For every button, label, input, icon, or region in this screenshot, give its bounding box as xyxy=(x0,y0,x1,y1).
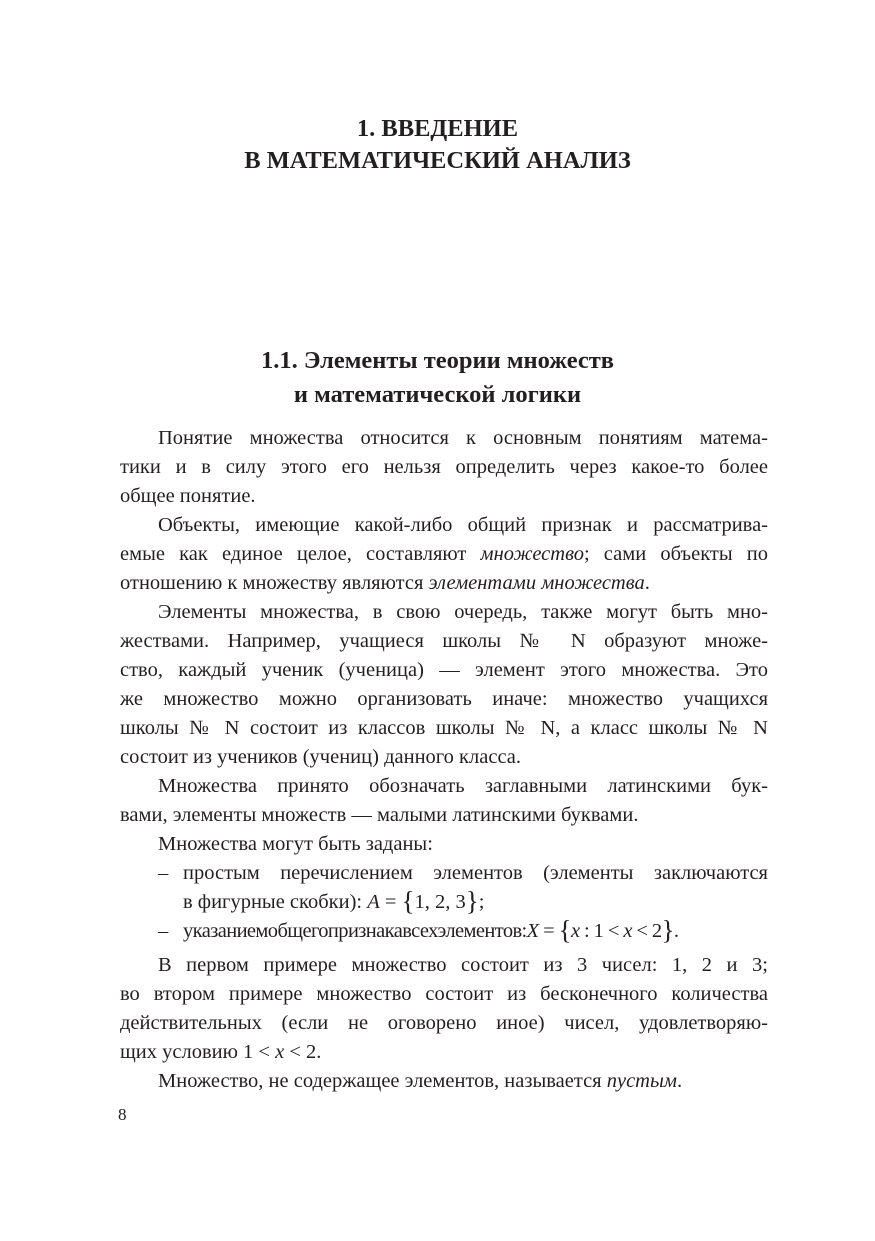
section-title-line2: и математической логики xyxy=(293,381,582,408)
term-mnozhestvo: множество xyxy=(480,543,584,565)
paragraph-7-line-1 xyxy=(158,1067,768,1095)
close-brace: } xyxy=(465,886,479,916)
math-lt: < 2 xyxy=(631,920,662,942)
paragraph-3-line-1: Элементы множества, в свою очередь, также могут быть мно- xyxy=(158,601,768,623)
paragraph-3-line-5: школы № N состоит из классов школы № N, а класс школы № N xyxy=(120,717,768,739)
text-segment: < 2. xyxy=(284,1041,322,1063)
text-segment: отношению к множеству являются xyxy=(120,572,429,594)
open-brace: { xyxy=(401,886,415,916)
paragraph-2-line-1: Объекты, имеющие какой-либо общий признак и рассматрива- xyxy=(158,514,768,536)
math-eq: = xyxy=(538,920,559,942)
math-var-x: x xyxy=(571,920,580,942)
chapter-title-line1: 1. ВВЕДЕНИЕ xyxy=(356,115,519,142)
paragraph-6-line-1: В первом примере множество состоит из 3 чисел: 1, 2 и 3; xyxy=(158,954,768,976)
list-item-2-line-1 xyxy=(183,917,678,945)
math-colon: : 1 < xyxy=(579,920,624,942)
text-segment: . xyxy=(644,572,650,594)
text-segment: щих условию 1 < xyxy=(120,1041,276,1063)
close-brace: } xyxy=(661,915,674,945)
math-var-x: x xyxy=(623,920,632,942)
math-var-a: A xyxy=(367,891,380,913)
term-pustym: пустым xyxy=(606,1070,677,1092)
text-segment: ; сами объекты по xyxy=(583,543,768,565)
paragraph-6-line-4 xyxy=(120,1038,768,1066)
paragraph-6-line-3: действительных (если не оговорено иное) чисел, удовлетворяю- xyxy=(120,1012,768,1034)
text-segment: ; xyxy=(478,891,485,913)
paragraph-1-line-1: Понятие множества относится к основным понятиям матема- xyxy=(158,427,768,449)
list-dash-2: – xyxy=(158,920,169,942)
math-var-x: x xyxy=(275,1041,285,1063)
text-segment: Множество, не содержащее элементов, называется xyxy=(158,1070,607,1092)
text-segment: . xyxy=(676,1070,683,1092)
paragraph-3-line-6: состоит из учеников (учениц) данного класса. xyxy=(120,746,522,768)
paragraph-4-line-1: Множества принято обозначать заглавными латинскими бук- xyxy=(158,775,768,797)
paragraph-3-line-4: же множество можно организовать иначе: множество учащихся xyxy=(120,688,768,710)
text-segment: в фигурные скобки): xyxy=(183,891,368,913)
paragraph-2-line-2 xyxy=(120,540,768,568)
term-elementy-mnozhestva: элементами множества xyxy=(428,572,645,594)
list-dash-1: – xyxy=(158,862,169,884)
chapter-title-line2: В МАТЕМАТИЧЕСКИЙ АНАЛИЗ xyxy=(244,147,631,174)
text-segment: . xyxy=(673,920,679,942)
list-item-1-line-2 xyxy=(183,888,484,916)
paragraph-1-line-2: тики и в силу этого его нельзя определить через какое-то более xyxy=(120,456,768,478)
math-eq: = xyxy=(379,891,402,913)
paragraph-3-line-3: ство, каждый ученик (ученица) — элемент этого множества. Это xyxy=(120,659,768,681)
paragraph-5-line-1: Множества могут быть заданы: xyxy=(158,833,433,855)
paragraph-2-line-3 xyxy=(120,569,768,597)
page-number: 8 xyxy=(118,1105,127,1124)
paragraph-4-line-2: вами, элементы множеств — малыми латинскими буквами. xyxy=(120,804,639,826)
text-segment: емые как единое целое, составляют xyxy=(120,543,481,565)
math-var-x: X xyxy=(526,920,539,942)
section-title-line1: 1.1. Элементы теории множеств xyxy=(260,347,615,374)
open-brace: { xyxy=(558,915,571,945)
paragraph-3-line-2: жествами. Например, учащиеся школы № N образуют множе- xyxy=(120,630,768,652)
list-item-1-line-1: простым перечислением элементов (элементы заключаются xyxy=(183,862,768,884)
paragraph-6-line-2: во втором примере множество состоит из бесконечного количества xyxy=(120,983,768,1005)
math-values: 1, 2, 3 xyxy=(414,891,466,913)
paragraph-1-line-3: общее понятие. xyxy=(120,485,256,507)
text-segment: указаниемобщегопризнакавсехэлементов: xyxy=(183,920,527,942)
